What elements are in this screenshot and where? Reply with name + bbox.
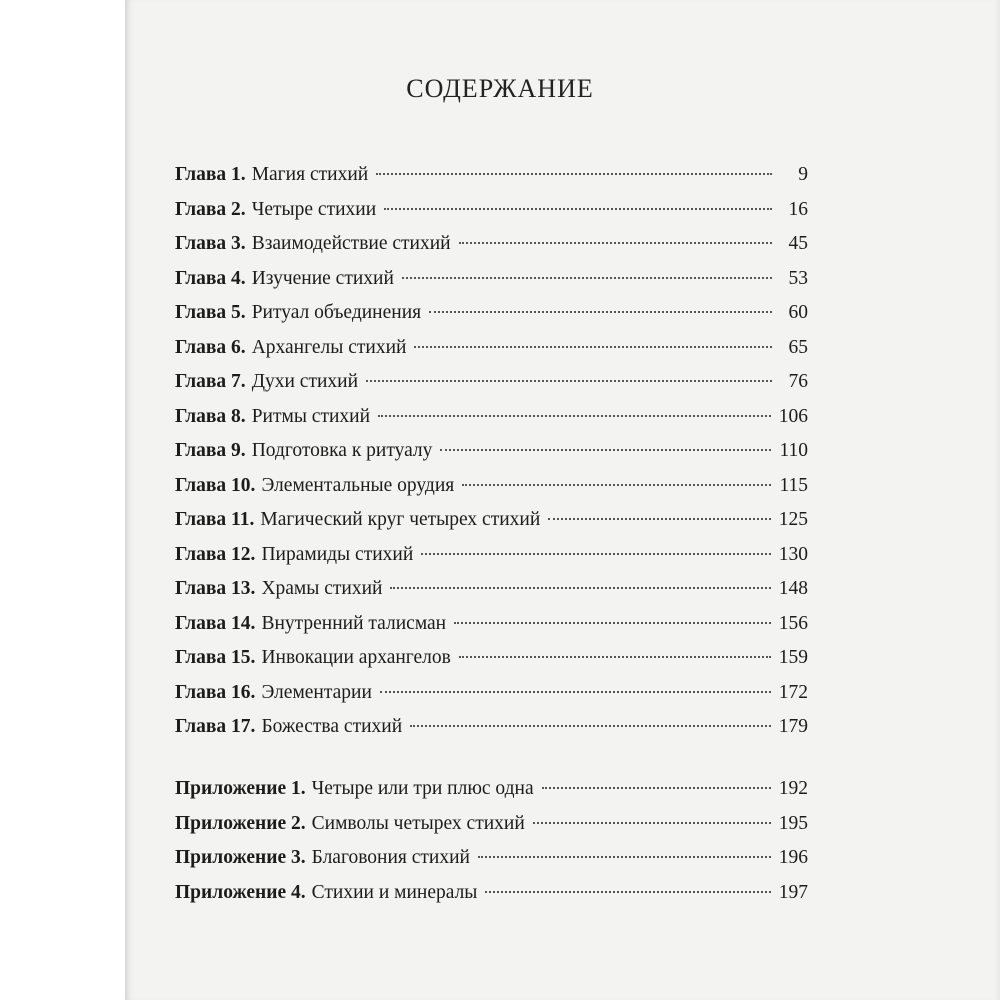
entry-page-number: 130 (778, 543, 808, 565)
entry-title: Ритуал объединения (251, 302, 422, 323)
dot-leader (533, 822, 771, 824)
entry-page-number: 148 (778, 578, 808, 599)
chapter-entry (175, 641, 808, 676)
entry-label: Приложение 3. (175, 847, 306, 868)
entry-page-number: 45 (788, 233, 808, 254)
entry-page-number: 16 (788, 198, 808, 220)
entry-page-number: 60 (788, 302, 808, 323)
entry-label: Приложение 2. (175, 812, 306, 834)
entry-title: Изучение стихий (251, 267, 394, 289)
entry-page-number: 195 (778, 812, 808, 834)
chapter-entry (175, 538, 808, 573)
chapter-list (175, 158, 808, 745)
chapter-entry (175, 469, 808, 504)
entry-title: Взаимодействие стихий (251, 233, 451, 254)
dot-leader (414, 346, 772, 348)
entry-label: Глава 6. (175, 336, 246, 358)
appendix-entry (175, 807, 808, 842)
entry-page-number: 115 (779, 474, 808, 496)
chapter-entry (175, 400, 808, 435)
entry-title: Магический круг четырех стихий (260, 509, 541, 530)
dot-leader (548, 518, 770, 520)
entry-title: Четыре или три плюс одна (311, 778, 534, 799)
entry-title: Символы четырех стихий (311, 812, 525, 834)
dot-leader (380, 691, 771, 693)
entry-page-number: 197 (778, 881, 808, 903)
entry-page-number: 106 (778, 405, 808, 427)
entry-label: Глава 2. (175, 198, 246, 220)
entry-page-number: 172 (778, 681, 808, 703)
dot-leader (459, 242, 772, 244)
appendix-entry (175, 841, 808, 876)
entry-label: Глава 9. (175, 440, 246, 461)
entry-title: Элементальные орудия (261, 474, 455, 496)
entry-title: Магия стихий (251, 164, 369, 185)
dot-leader (429, 311, 772, 313)
entry-label: Глава 17. (175, 716, 256, 737)
entry-page-number: 192 (778, 778, 808, 799)
dot-leader (485, 891, 770, 893)
entry-page-number: 179 (778, 716, 808, 737)
entry-page-number: 9 (798, 164, 808, 185)
entry-label: Глава 8. (175, 405, 246, 427)
entry-title: Ритмы стихий (251, 405, 371, 427)
entry-label: Приложение 4. (175, 881, 306, 903)
entry-label: Глава 13. (175, 578, 256, 599)
page-edge (994, 0, 1000, 1000)
chapter-entry (175, 262, 808, 297)
entry-page-number: 156 (778, 612, 808, 634)
entry-label: Глава 4. (175, 267, 246, 289)
chapter-entry (175, 365, 808, 400)
dot-leader (454, 622, 771, 624)
dot-leader (378, 415, 771, 417)
entry-label: Глава 5. (175, 302, 246, 323)
entry-label: Глава 15. (175, 647, 256, 668)
dot-leader (402, 277, 772, 279)
dot-leader (462, 484, 771, 486)
chapter-entry (175, 227, 808, 262)
entry-page-number: 125 (778, 509, 808, 530)
dot-leader (440, 449, 771, 451)
dot-leader (366, 380, 772, 382)
chapter-entry (175, 296, 808, 331)
entry-title: Внутренний талисман (261, 612, 447, 634)
entry-label: Глава 10. (175, 474, 256, 496)
appendix-entry (175, 772, 808, 807)
entry-page-number: 65 (788, 336, 808, 358)
chapter-entry (175, 331, 808, 366)
chapter-entry (175, 572, 808, 607)
dot-leader (421, 553, 770, 555)
entry-label: Глава 14. (175, 612, 256, 634)
entry-label: Глава 3. (175, 233, 246, 254)
dot-leader (410, 725, 771, 727)
chapter-entry (175, 607, 808, 642)
entry-label: Приложение 1. (175, 778, 306, 799)
entry-title: Архангелы стихий (251, 336, 407, 358)
entry-label: Глава 16. (175, 681, 256, 703)
entry-title: Элементарии (261, 681, 372, 703)
entry-title: Стихии и минералы (311, 881, 478, 903)
dot-leader (542, 787, 771, 789)
chapter-entry (175, 193, 808, 228)
entry-page-number: 53 (788, 267, 808, 289)
entry-title: Подготовка к ритуалу (251, 440, 433, 461)
chapter-entry (175, 158, 808, 193)
chapter-entry (175, 503, 808, 538)
chapter-entry (175, 676, 808, 711)
entry-label: Глава 12. (175, 543, 256, 565)
entry-title: Четыре стихии (251, 198, 377, 220)
dot-leader (390, 587, 770, 589)
entry-title: Благовония стихий (311, 847, 470, 868)
entry-page-number: 196 (778, 847, 808, 868)
entry-page-number: 76 (788, 371, 808, 392)
entry-page-number: 159 (778, 647, 808, 668)
chapter-entry (175, 710, 808, 745)
entry-label: Глава 11. (175, 509, 255, 530)
entry-label: Глава 7. (175, 371, 246, 392)
entry-title: Инвокации архангелов (261, 647, 451, 668)
entry-title: Пирамиды стихий (261, 543, 414, 565)
entry-page-number: 110 (779, 440, 808, 461)
contents-title: СОДЕРЖАНИЕ (406, 74, 594, 103)
entry-label: Глава 1. (175, 164, 246, 185)
chapter-entry (175, 434, 808, 469)
appendix-entry (175, 876, 808, 911)
dot-leader (478, 856, 771, 858)
entry-title: Храмы стихий (261, 578, 383, 599)
dot-leader (376, 173, 772, 175)
dot-leader (459, 656, 771, 658)
dot-leader (384, 208, 772, 210)
entry-title: Духи стихий (251, 371, 359, 392)
appendix-list (175, 772, 808, 910)
entry-title: Божества стихий (261, 716, 403, 737)
